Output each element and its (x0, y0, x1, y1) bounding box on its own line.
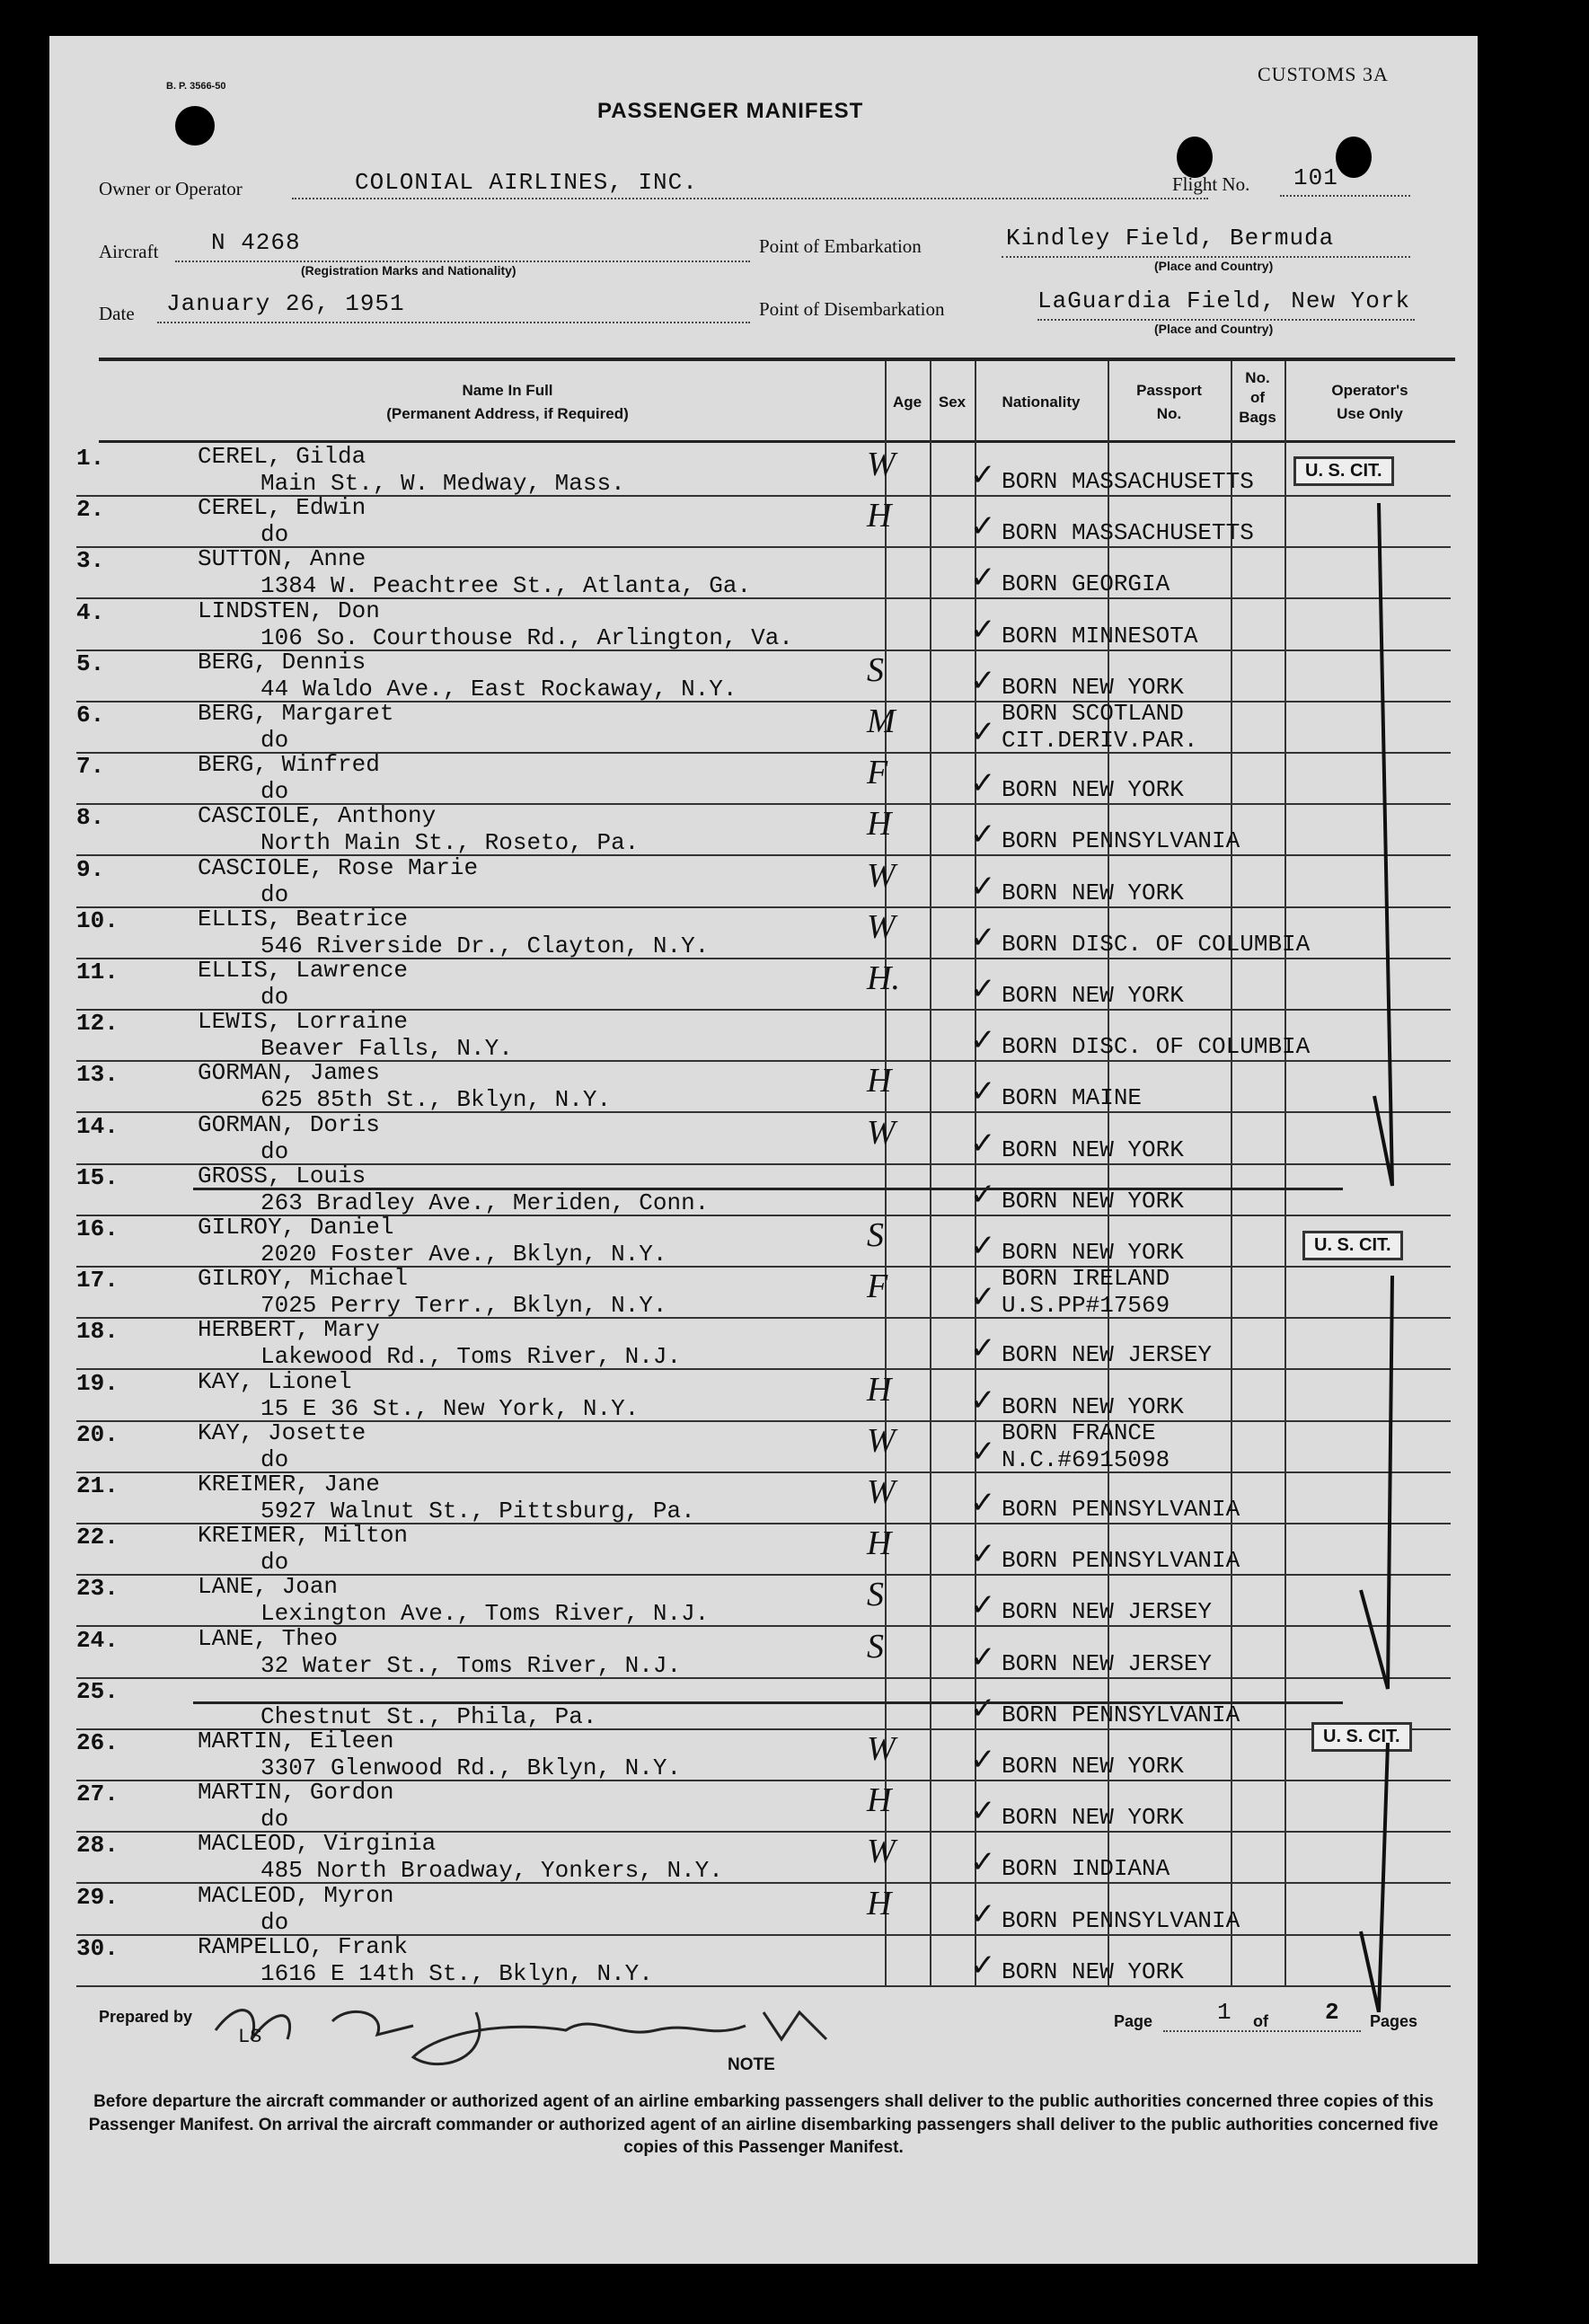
table-row (76, 1472, 1451, 1524)
passenger-address: 1616 E 14th St., Bklyn, N.Y. (260, 1959, 653, 1987)
passenger-nationality: BORN NEW YORK (1002, 879, 1184, 906)
passenger-address: do (260, 984, 289, 1011)
table-row (76, 1164, 1451, 1216)
passenger-nationality: BORN NEW YORK (1002, 776, 1184, 804)
passenger-address: do (260, 727, 289, 754)
passenger-nationality: BORN NEW YORK (1002, 1753, 1184, 1780)
passenger-address: do (260, 521, 289, 549)
passenger-nationality: BORN NEW JERSEY (1002, 1649, 1213, 1677)
check-mark-icon: ✓ (970, 560, 996, 596)
col-header-name: Name In Full (Permanent Address, if Required) (386, 382, 629, 422)
passenger-sex: S (867, 1627, 884, 1666)
passenger-address: do (260, 778, 289, 806)
embark-note: (Place and Country) (1154, 259, 1274, 273)
check-mark-icon: ✓ (970, 971, 996, 1007)
passenger-address: do (260, 1908, 289, 1936)
form-code: B. P. 3566-50 (166, 81, 226, 92)
col-header-sex: Sex (938, 393, 967, 411)
passenger-name: KAY, Josette (198, 1418, 366, 1446)
passenger-name: CASCIOLE, Rose Marie (198, 853, 479, 881)
row-number: 20. (76, 1420, 119, 1448)
passenger-address: 3307 Glenwood Rd., Bklyn, N.Y. (260, 1754, 682, 1781)
check-mark-icon: ✓ (970, 457, 996, 493)
passenger-sex: H (867, 1062, 892, 1100)
passenger-sex: S (867, 650, 884, 689)
embark-label: Point of Embarkation (759, 235, 922, 257)
row-number: 27. (76, 1781, 119, 1808)
row-number: 6. (76, 702, 105, 729)
passenger-sex: F (867, 754, 888, 792)
check-mark-icon: ✓ (970, 1844, 996, 1881)
check-mark-icon: ✓ (970, 662, 996, 699)
note-title: NOTE (728, 2055, 775, 2074)
passenger-address: 44 Waldo Ave., East Rockaway, N.Y. (260, 675, 737, 703)
passenger-name: KREIMER, Jane (198, 1471, 380, 1498)
passenger-nationality-detail: CIT.DERIV.PAR. (1002, 727, 1198, 754)
check-mark-icon: ✓ (970, 611, 996, 648)
passenger-name: CEREL, Edwin (198, 494, 366, 522)
passenger-nationality: BORN PENNSYLVANIA (1002, 1547, 1240, 1575)
passenger-address: Lakewood Rd., Toms River, N.J. (260, 1343, 682, 1371)
passenger-sex: H (867, 1370, 892, 1409)
check-mark-icon: ✓ (970, 1895, 996, 1932)
passenger-nationality: BORN NEW JERSEY (1002, 1341, 1213, 1369)
passenger-sex: W (867, 1730, 896, 1768)
manifest-sheet (49, 36, 1478, 2264)
of-label: of (1253, 2012, 1268, 2030)
passenger-nationality: BORN FRANCE (1002, 1418, 1156, 1446)
passenger-nationality: BORN MASSACHUSETTS (1002, 519, 1254, 547)
row-number: 1. (76, 445, 105, 472)
table-row (76, 1575, 1451, 1627)
passenger-nationality: BORN PENNSYLVANIA (1002, 1906, 1240, 1934)
table-row (76, 1624, 1451, 1679)
passenger-nationality: BORN PENNSYLVANIA (1002, 827, 1240, 855)
flight-label: Flight No. (1172, 173, 1250, 195)
check-mark-icon: ✓ (970, 1690, 996, 1727)
passenger-sex: H (867, 497, 892, 535)
passenger-name: HERBERT, Mary (198, 1316, 380, 1344)
check-mark-icon: ✓ (970, 714, 996, 750)
check-mark-icon: ✓ (970, 1536, 996, 1573)
passenger-nationality: BORN NEW YORK (1002, 1135, 1184, 1163)
table-row (76, 1318, 1451, 1370)
passenger-nationality: BORN GEORGIA (1002, 570, 1170, 598)
check-mark-icon: ✓ (970, 765, 996, 802)
date-label: Date (99, 303, 135, 324)
table-row (76, 959, 1451, 1011)
us-cit-stamp: U. S. CIT. (1311, 1722, 1412, 1752)
row-number: 10. (76, 906, 119, 934)
passenger-sex: F (867, 1268, 888, 1306)
row-number: 18. (76, 1318, 119, 1346)
passenger-nationality: BORN MINNESOTA (1002, 622, 1198, 649)
passenger-address: Chestnut St., Phila, Pa. (260, 1702, 597, 1730)
row-number: 24. (76, 1626, 119, 1654)
table-row (76, 496, 1451, 548)
passenger-name: RAMPELLO, Frank (198, 1932, 409, 1960)
punch-hole (1177, 137, 1213, 178)
table-row (76, 1729, 1451, 1781)
aircraft-value: N 4268 (211, 229, 301, 256)
passenger-sex: H (867, 1884, 892, 1922)
table-row (76, 1832, 1451, 1884)
table-row (76, 804, 1451, 856)
passenger-sex: W (867, 1833, 896, 1871)
check-mark-icon: ✓ (970, 1125, 996, 1162)
passenger-name: CASCIOLE, Anthony (198, 802, 437, 830)
col-header-age: Age (892, 393, 923, 411)
disembark-label: Point of Disembarkation (759, 298, 945, 320)
check-mark-icon: ✓ (970, 1742, 996, 1778)
table-row (76, 596, 1451, 651)
table-row (76, 1267, 1451, 1319)
passenger-name: KAY, Lionel (198, 1367, 352, 1395)
table-row (76, 1678, 1451, 1730)
passenger-name: MACLEOD, Myron (198, 1881, 394, 1909)
page-label: Page (1114, 2012, 1153, 2030)
col-header-passport: Passport No. (1136, 382, 1202, 422)
strike-through (193, 1701, 1343, 1704)
table-row (76, 853, 1451, 908)
table-row (76, 702, 1451, 754)
passenger-name: SUTTON, Anne (198, 545, 366, 573)
passenger-nationality: BORN DISC. OF COLUMBIA (1002, 1033, 1311, 1061)
strike-through (193, 1188, 1343, 1190)
table-row (76, 1061, 1451, 1113)
table-row (76, 650, 1451, 703)
col-header-operator: Operator's Use Only (1331, 382, 1408, 422)
row-number: 11. (76, 959, 119, 985)
check-mark-icon: ✓ (970, 868, 996, 905)
passenger-nationality: BORN IRELAND (1002, 1265, 1170, 1293)
passenger-nationality: BORN MASSACHUSETTS (1002, 468, 1254, 495)
row-number: 28. (76, 1832, 119, 1860)
passenger-nationality: BORN NEW YORK (1002, 673, 1184, 701)
check-mark-icon: ✓ (970, 1330, 996, 1367)
aircraft-label: Aircraft (99, 241, 159, 262)
table-row (76, 1418, 1451, 1473)
punch-hole (175, 106, 215, 146)
check-mark-icon: ✓ (970, 1485, 996, 1521)
prepared-label: Prepared by (99, 2008, 193, 2026)
passenger-nationality: BORN INDIANA (1002, 1855, 1170, 1883)
passenger-name: LANE, Joan (198, 1573, 339, 1601)
flight-value: 101 (1293, 164, 1338, 191)
row-number: 7. (76, 753, 105, 781)
passenger-nationality: BORN NEW YORK (1002, 1187, 1184, 1215)
row-number: 5. (76, 649, 105, 677)
passenger-address: 15 E 36 St., New York, N.Y. (260, 1394, 640, 1422)
passenger-sex: H. (867, 959, 900, 997)
passenger-address: do (260, 1445, 289, 1473)
passenger-sex: W (867, 907, 896, 946)
passenger-name: ELLIS, Beatrice (198, 905, 409, 932)
table-row (76, 1110, 1451, 1165)
row-number: 2. (76, 496, 105, 524)
passenger-nationality: BORN NEW YORK (1002, 1957, 1184, 1985)
check-mark-icon: ✓ (970, 508, 996, 545)
passenger-name: GILROY, Daniel (198, 1214, 394, 1241)
passenger-address: 546 Riverside Dr., Clayton, N.Y. (260, 932, 710, 959)
passenger-name: MARTIN, Eileen (198, 1728, 394, 1754)
prepared-initials: LS (238, 2026, 262, 2048)
passenger-address: 106 So. Courthouse Rd., Arlington, Va. (260, 623, 793, 651)
col-header-bags: No. of Bags (1239, 369, 1276, 427)
us-cit-stamp: U. S. CIT. (1302, 1231, 1403, 1260)
passenger-sex: S (867, 1216, 884, 1254)
aircraft-note: (Registration Marks and Nationality) (301, 263, 516, 278)
passenger-nationality: BORN NEW YORK (1002, 1239, 1184, 1266)
passenger-name: GORMAN, James (198, 1059, 380, 1087)
row-number: 15. (76, 1163, 119, 1191)
passenger-nationality: BORN NEW JERSEY (1002, 1598, 1213, 1626)
passenger-address: do (260, 880, 289, 908)
table-row (76, 1524, 1451, 1576)
check-mark-icon: ✓ (970, 919, 996, 956)
pages-label: Pages (1370, 2012, 1418, 2030)
table-row (76, 547, 1451, 599)
check-mark-icon: ✓ (970, 1074, 996, 1110)
passenger-nationality-detail: U.S.PP#17569 (1002, 1292, 1170, 1320)
operator-check-marks (1289, 485, 1469, 2012)
disembark-value: LaGuardia Field, New York (1037, 287, 1411, 314)
embark-value: Kindley Field, Bermuda (1006, 225, 1335, 252)
check-mark-icon: ✓ (970, 1639, 996, 1675)
passenger-name: BERG, Dennis (198, 648, 366, 676)
passenger-address: do (260, 1549, 289, 1577)
passenger-address: 5927 Walnut St., Pittsburg, Pa. (260, 1498, 695, 1524)
note-text: Before departure the aircraft commander or authorized agent of an airline embarking passengers shall deliver to the public authorities concerned three copies of this Passenger Manifest. On arrival the aircraft commander or authorized agent of an airline disembarking passengers shall deliver to the public authorities concerned five copies of this Passenger Manifest. (88, 2092, 1439, 2158)
passenger-sex: S (867, 1576, 884, 1614)
page-number: 1 (1217, 1999, 1232, 2026)
passenger-sex: W (867, 856, 896, 895)
table-row (76, 753, 1451, 805)
owner-label: Owner or Operator (99, 178, 243, 199)
col-header-nationality: Nationality (1002, 393, 1081, 411)
table-row (76, 1367, 1451, 1422)
passenger-address: Lexington Ave., Toms River, N.J. (260, 1600, 710, 1628)
row-number: 9. (76, 855, 105, 883)
check-mark-icon: ✓ (970, 1176, 996, 1213)
punch-hole (1336, 137, 1372, 178)
passenger-name: GILROY, Michael (198, 1265, 409, 1293)
passenger-name: BERG, Winfred (198, 751, 380, 779)
check-mark-icon: ✓ (970, 1433, 996, 1470)
form-id: CUSTOMS 3A (1258, 63, 1389, 85)
passenger-name: MARTIN, Gordon (198, 1779, 394, 1807)
passenger-sex: W (867, 446, 896, 483)
passenger-address: 32 Water St., Toms River, N.J. (260, 1651, 682, 1679)
passenger-sex: H (867, 1524, 892, 1563)
passenger-address: North Main St., Roseto, Pa. (260, 829, 640, 857)
passenger-address: 2020 Foster Ave., Bklyn, N.Y. (260, 1241, 667, 1268)
owner-value: COLONIAL AIRLINES, INC. (355, 169, 698, 196)
page-total: 2 (1325, 1999, 1340, 2026)
passenger-sex: W (867, 1113, 896, 1152)
passenger-name: CEREL, Gilda (198, 443, 366, 470)
table-row (76, 907, 1451, 959)
table-row (76, 445, 1451, 497)
passenger-address: 485 North Broadway, Yonkers, N.Y. (260, 1857, 723, 1885)
check-mark-icon: ✓ (970, 1228, 996, 1264)
passenger-nationality: BORN NEW YORK (1002, 1392, 1184, 1420)
table-row (76, 1010, 1451, 1062)
row-number: 30. (76, 1934, 119, 1962)
passenger-name: KREIMER, Milton (198, 1522, 409, 1550)
passenger-name: LANE, Theo (198, 1624, 339, 1652)
passenger-address: 625 85th St., Bklyn, N.Y. (260, 1086, 612, 1114)
passenger-nationality: BORN PENNSYLVANIA (1002, 1701, 1240, 1728)
check-mark-icon: ✓ (970, 1382, 996, 1418)
table-row (76, 1881, 1451, 1936)
row-number: 14. (76, 1112, 119, 1140)
row-number: 8. (76, 804, 105, 832)
passenger-nationality-detail: N.C.#6915098 (1002, 1445, 1170, 1473)
passenger-nationality: BORN NEW YORK (1002, 982, 1184, 1009)
passenger-nationality: BORN SCOTLAND (1002, 700, 1184, 727)
passenger-address: Beaver Falls, N.Y. (260, 1035, 513, 1063)
passenger-name: LINDSTEN, Don (198, 596, 380, 624)
passenger-nationality: BORN PENNSYLVANIA (1002, 1496, 1240, 1523)
check-mark-icon: ✓ (970, 1587, 996, 1624)
date-value: January 26, 1951 (166, 290, 405, 317)
row-number: 26. (76, 1729, 119, 1756)
row-number: 4. (76, 598, 105, 626)
check-mark-icon: ✓ (970, 1022, 996, 1059)
passenger-sex: W (867, 1421, 896, 1460)
passenger-nationality: BORN MAINE (1002, 1084, 1143, 1112)
us-cit-stamp: U. S. CIT. (1293, 456, 1394, 486)
table-row (76, 1215, 1451, 1268)
passenger-address: 7025 Perry Terr., Bklyn, N.Y. (260, 1292, 667, 1320)
passenger-sex: M (867, 703, 896, 740)
passenger-sex: H (867, 1781, 892, 1820)
passenger-address: do (260, 1806, 289, 1834)
passenger-nationality: BORN DISC. OF COLUMBIA (1002, 930, 1311, 958)
passenger-address: 1384 W. Peachtree St., Atlanta, Ga. (260, 572, 752, 600)
form-title: PASSENGER MANIFEST (597, 99, 864, 123)
passenger-sex: H (867, 805, 892, 844)
disembark-note: (Place and Country) (1154, 322, 1274, 336)
row-number: 19. (76, 1369, 119, 1397)
passenger-name: MACLEOD, Virginia (198, 1830, 437, 1858)
passenger-name: GORMAN, Doris (198, 1110, 380, 1138)
passenger-address: Main St., W. Medway, Mass. (260, 470, 625, 497)
row-number: 22. (76, 1524, 119, 1551)
check-mark-icon: ✓ (970, 817, 996, 853)
passenger-name: GROSS, Louis (198, 1162, 366, 1189)
passenger-name: LEWIS, Lorraine (198, 1008, 409, 1036)
row-number: 16. (76, 1215, 119, 1242)
check-mark-icon: ✓ (970, 1793, 996, 1830)
row-number: 29. (76, 1883, 119, 1911)
row-number: 13. (76, 1061, 119, 1089)
row-number: 25. (76, 1677, 119, 1705)
passenger-nationality: BORN NEW YORK (1002, 1804, 1184, 1832)
check-mark-icon: ✓ (970, 1279, 996, 1316)
row-number: 23. (76, 1575, 119, 1603)
passenger-address: do (260, 1137, 289, 1165)
table-row (76, 1781, 1451, 1833)
preparer-signature (207, 1976, 1015, 2075)
row-number: 17. (76, 1267, 119, 1295)
passenger-address: 263 Bradley Ave., Meriden, Conn. (260, 1189, 710, 1216)
passenger-name: BERG, Margaret (198, 700, 394, 727)
passenger-sex: W (867, 1473, 896, 1511)
passenger-name: ELLIS, Lawrence (198, 957, 409, 984)
row-number: 3. (76, 547, 105, 575)
row-number: 12. (76, 1010, 119, 1038)
check-mark-icon: ✓ (970, 1947, 996, 1984)
row-number: 21. (76, 1472, 119, 1499)
